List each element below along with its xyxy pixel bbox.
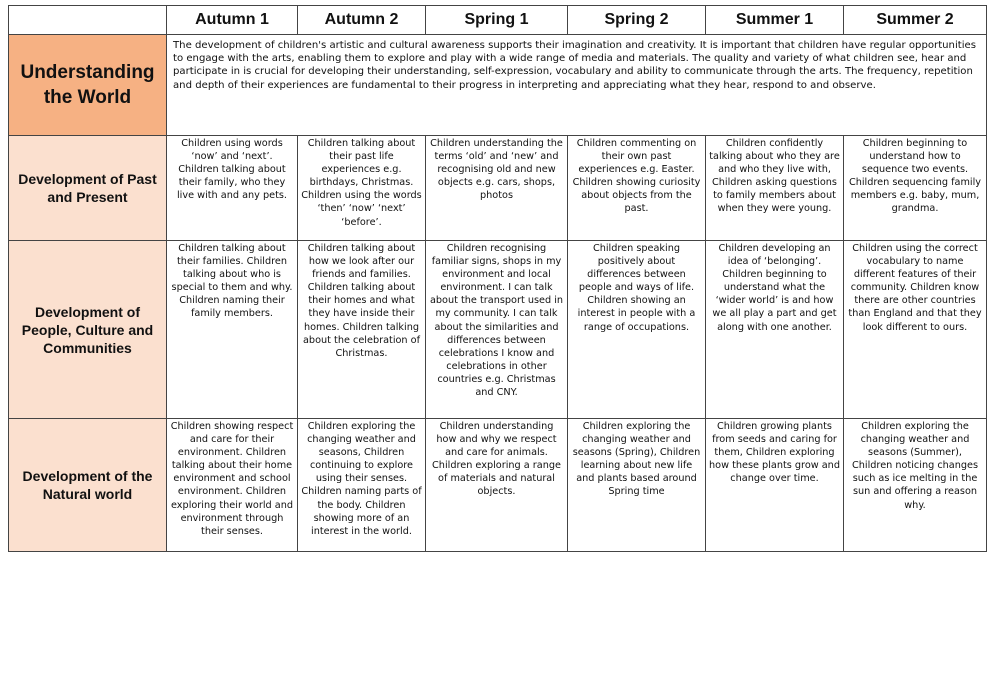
table-cell: Children speaking positively about differences between people and ways of life. Children showing an interest in people with a range of occupations. [568,241,706,419]
table-cell: Children confidently talking about who they are and who they live with, Children asking questions to family members about when they were young. [706,136,844,241]
table-cell: Children commenting on their own past experiences e.g. Easter. Children showing curiosity about objects from the past. [568,136,706,241]
table-cell: Children recognising familiar signs, shops in my environment and local environment. I can talk about the transport used in my community. I can talk about the similarities and differences between celebrations I know and celebrations in other countries e.g. Christmas and CNY. [426,241,568,419]
table-cell: Children understanding the terms ‘old’ and ‘new’ and recognising old and new objects e.g. cars, shops, photos [426,136,568,241]
table-cell: Children exploring the changing weather and seasons, Children continuing to explore using their senses. Children naming parts of the body. Children showing more of an interest in the world. [298,419,426,552]
table-cell: Children using the correct vocabulary to name different features of their community. Children know there are other countries than England and that they look different to ours. [844,241,987,419]
table-cell: Children talking about how we look after our friends and families. Children talking about their homes and what they have inside their homes. Children talking about the celebration of Christmas. [298,241,426,419]
row-title-people-culture: Development of People, Culture and Communities [9,241,167,419]
column-header-autumn-2: Autumn 2 [298,6,426,35]
page-title: Understanding the World [9,35,167,136]
column-header-spring-2: Spring 2 [568,6,706,35]
header-row [9,6,987,35]
row-title-past-present: Development of Past and Present [9,136,167,241]
table-cell: Children using words ‘now’ and ‘next’. Children talking about their family, who they live with and any pets. [167,136,298,241]
column-header-summer-2: Summer 2 [844,6,987,35]
table-cell: Children talking about their past life experiences e.g. birthdays, Christmas. Children using the words ‘then’ ‘now’ ‘next’ ‘before’. [298,136,426,241]
table-cell: Children growing plants from seeds and caring for them, Children exploring how these plants grow and change over time. [706,419,844,552]
curriculum-table [8,5,987,552]
column-header-autumn-1: Autumn 1 [167,6,298,35]
intro-paragraph: The development of children's artistic and cultural awareness supports their imagination and creativity. It is important that children have regular opportunities to engage with the arts, enabling them to explore and play with a wide range of media and materials. The quality and variety of what children see, hear and participate in is crucial for developing their understanding, self-expression, vocabulary and ability to communicate through the arts. The frequency, repetition and depth of their experiences are fundamental to their progress in interpreting and appreciating what they hear, respond to and observe. [167,35,987,136]
table-cell: Children talking about their families. Children talking about who is special to them and why. Children naming their family members. [167,241,298,419]
table-row [9,419,987,552]
table-cell: Children developing an idea of ‘belonging’. Children beginning to understand what the ‘wider world’ is and how we all play a part and get along with one another. [706,241,844,419]
column-header-spring-1: Spring 1 [426,6,568,35]
title-row [9,35,987,136]
table-cell: Children understanding how and why we respect and care for animals. Children exploring a range of materials and natural objects. [426,419,568,552]
table-cell: Children exploring the changing weather and seasons (Summer), Children noticing changes such as ice melting in the sun and offering a reason why. [844,419,987,552]
table-cell: Children showing respect and care for their environment. Children talking about their home environment and school environment. Children exploring their world and environment through their senses. [167,419,298,552]
table-row [9,241,987,419]
table-row [9,136,987,241]
table-cell: Children beginning to understand how to sequence two events. Children sequencing family members e.g. baby, mum, grandma. [844,136,987,241]
column-header-summer-1: Summer 1 [706,6,844,35]
table-cell: Children exploring the changing weather and seasons (Spring), Children learning about new life and plants based around Spring time [568,419,706,552]
corner-cell [9,6,167,35]
row-title-natural-world: Development of the Natural world [9,419,167,552]
